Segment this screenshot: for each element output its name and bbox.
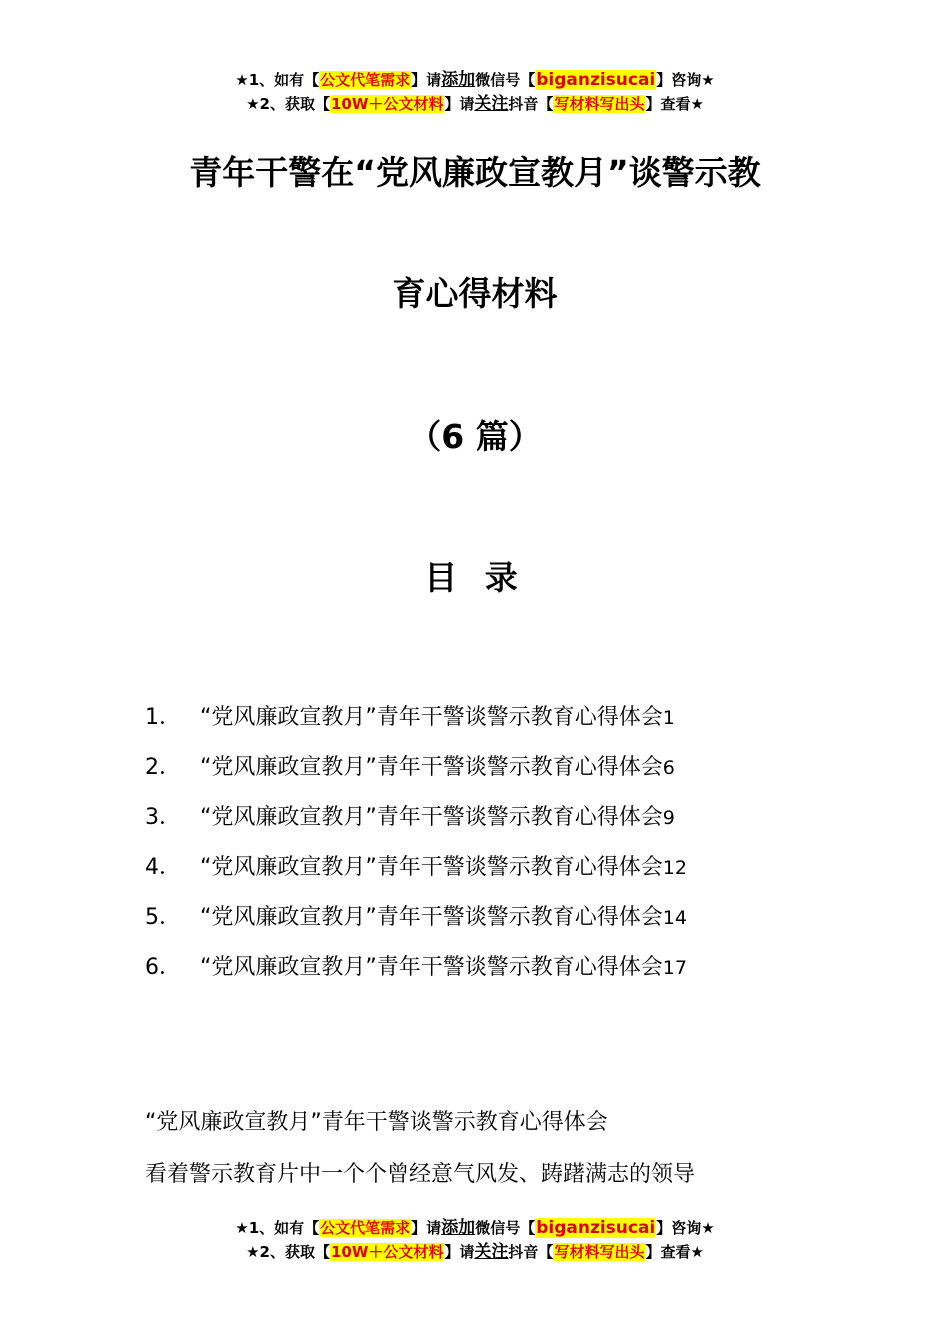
body-section bbox=[145, 1097, 845, 1201]
toc-number: 1． bbox=[145, 705, 181, 730]
promo-text: ★2、获取【 bbox=[246, 1243, 330, 1261]
toc-page: 17 bbox=[662, 957, 687, 979]
promo-highlight: 公文代笔需求 bbox=[320, 1219, 411, 1237]
promo-highlight: 10W＋公文材料 bbox=[330, 1243, 444, 1261]
promo-underline: 添加 bbox=[441, 1218, 476, 1238]
toc-text: “党风廉政宣教月”青年干警谈警示教育心得体会 bbox=[200, 755, 663, 780]
promo-text: 抖音【 bbox=[508, 1243, 554, 1261]
promo-text: ★1、如有【 bbox=[235, 1219, 320, 1237]
promo-line-1 bbox=[0, 68, 950, 92]
footer-promo bbox=[0, 1216, 950, 1264]
toc-item[interactable] bbox=[145, 850, 845, 900]
toc-text: “党风廉政宣教月”青年干警谈警示教育心得体会 bbox=[200, 705, 663, 730]
toc-number: 2． bbox=[145, 755, 181, 780]
promo-highlight: 公文代笔需求 bbox=[320, 71, 411, 89]
toc-text: “党风廉政宣教月”青年干警谈警示教育心得体会 bbox=[200, 955, 663, 980]
promo-text: ★2、获取【 bbox=[246, 95, 330, 113]
promo-text: 抖音【 bbox=[508, 95, 554, 113]
promo-highlight-wechat: biganzisucai bbox=[536, 70, 656, 90]
document-count: （6 篇） bbox=[408, 417, 542, 456]
toc-item[interactable] bbox=[145, 700, 845, 750]
document-title-line-2: 育心得材料 bbox=[392, 274, 558, 313]
promo-text: 微信号【 bbox=[475, 1219, 536, 1237]
toc-item[interactable] bbox=[145, 900, 845, 950]
promo-text: 】请 bbox=[444, 95, 475, 113]
promo-line-2 bbox=[0, 92, 950, 116]
section-heading: “党风廉政宣教月”青年干警谈警示教育心得体会 bbox=[145, 1110, 608, 1135]
toc-item[interactable] bbox=[145, 800, 845, 850]
promo-text: 】咨询★ bbox=[656, 71, 715, 89]
promo-highlight: 10W＋公文材料 bbox=[330, 95, 444, 113]
toc-page: 14 bbox=[662, 907, 687, 929]
promo-highlight-douyin: 写材料写出头 bbox=[554, 1243, 645, 1261]
toc-page: 12 bbox=[662, 857, 687, 879]
header-promo bbox=[0, 68, 950, 116]
toc-number: 4． bbox=[145, 855, 181, 880]
promo-highlight-douyin: 写材料写出头 bbox=[554, 95, 645, 113]
promo-text: 微信号【 bbox=[475, 71, 536, 89]
promo-underline: 添加 bbox=[441, 70, 476, 90]
toc-page: 1 bbox=[662, 707, 675, 729]
promo-text: ★1、如有【 bbox=[235, 71, 320, 89]
promo-text: 】请 bbox=[411, 71, 442, 89]
promo-text: 】咨询★ bbox=[656, 1219, 715, 1237]
toc-page: 9 bbox=[662, 807, 675, 829]
promo-text: 】查看★ bbox=[645, 1243, 704, 1261]
toc-text: “党风廉政宣教月”青年干警谈警示教育心得体会 bbox=[200, 905, 663, 930]
promo-underline: 关注 bbox=[474, 94, 509, 114]
table-of-contents bbox=[145, 700, 845, 1000]
toc-text: “党风廉政宣教月”青年干警谈警示教育心得体会 bbox=[200, 855, 663, 880]
promo-line-1 bbox=[0, 1216, 950, 1240]
promo-text: 】请 bbox=[444, 1243, 475, 1261]
toc-item[interactable] bbox=[145, 750, 845, 800]
promo-text: 】查看★ bbox=[645, 95, 704, 113]
promo-text: 】请 bbox=[411, 1219, 442, 1237]
toc-text: “党风廉政宣教月”青年干警谈警示教育心得体会 bbox=[200, 805, 663, 830]
toc-number: 6． bbox=[145, 955, 181, 980]
promo-highlight-wechat: biganzisucai bbox=[536, 1218, 656, 1238]
toc-page: 6 bbox=[662, 757, 675, 779]
toc-item[interactable] bbox=[145, 950, 845, 1000]
document-title-line-1: 青年干警在“党风廉政宣教月”谈警示教 bbox=[189, 153, 761, 192]
promo-underline: 关注 bbox=[474, 1242, 509, 1262]
toc-number: 5． bbox=[145, 905, 181, 930]
toc-number: 3． bbox=[145, 805, 181, 830]
toc-heading: 目 录 bbox=[424, 558, 526, 597]
promo-line-2 bbox=[0, 1240, 950, 1264]
body-paragraph: 看着警示教育片中一个个曾经意气风发、踌躇满志的领导 bbox=[145, 1162, 696, 1187]
